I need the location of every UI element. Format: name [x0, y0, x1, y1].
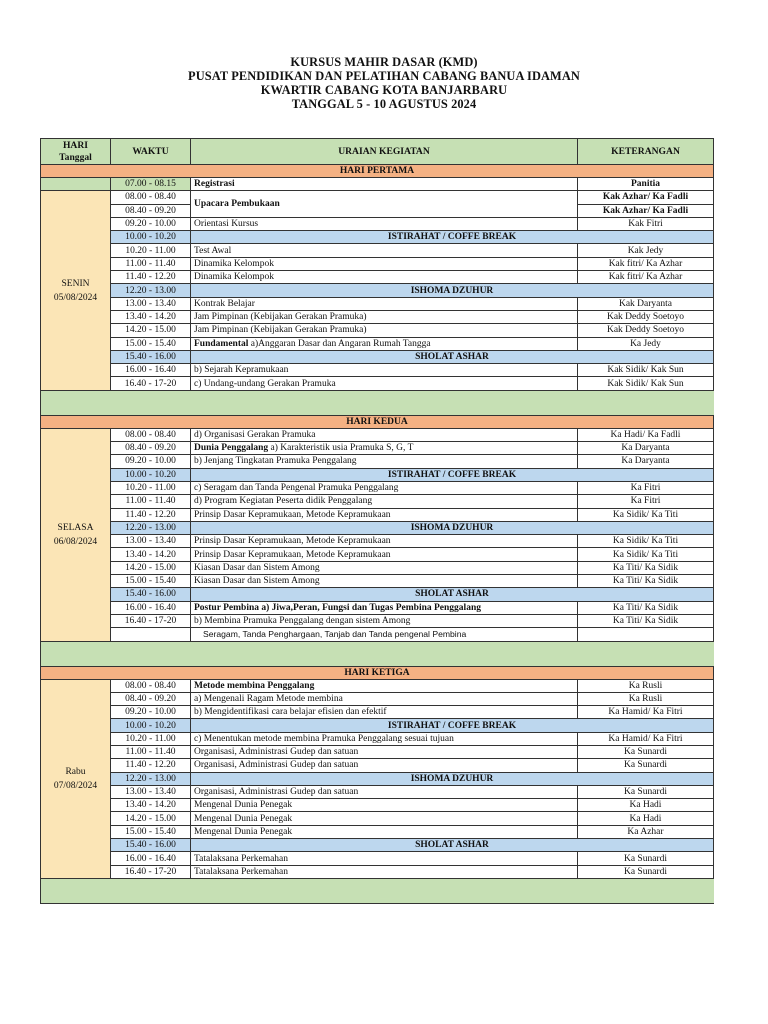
gap-row — [41, 641, 714, 666]
table-row: 09.20 - 10.00 Orientasi Kursus Kak Fitri — [41, 217, 714, 230]
document-titles — [0, 55, 768, 111]
day-title-row: HARI KEDUA — [41, 415, 714, 428]
break-row: 12.20 - 13.00 ISHOMA DZUHUR — [41, 521, 714, 534]
title-line-3: KWARTIR CABANG KOTA BANJARBARU — [260, 83, 508, 97]
table-row: 11.00 - 11.40 Dinamika Kelompok Kak fitri/ Ka Azhar — [41, 257, 714, 270]
table-row: 16.00 - 16.40 Tatalaksana Perkemahan Ka Sunardi — [41, 852, 714, 865]
table-row: 10.20 - 11.00 Test Awal Kak Jedy — [41, 244, 714, 257]
title-line-4: TANGGAL 5 - 10 AGUSTUS 2024 — [291, 97, 477, 111]
table-row: 11.40 - 12.20 Dinamika Kelompok Kak fitri/ Ka Azhar — [41, 271, 714, 284]
schedule-table — [40, 138, 714, 904]
table-row: 10.20 - 11.00 c) Seragam dan Tanda Pengenal Pramuka Penggalang Ka Fitri — [41, 481, 714, 494]
table-row: 13.00 - 13.40 Prinsip Dasar Kepramukaan, Metode Kepramukaan Ka Sidik/ Ka Titi — [41, 535, 714, 548]
day-cell: Rabu 07/08/2024 — [41, 679, 111, 878]
table-row: 13.40 - 14.20 Prinsip Dasar Kepramukaan, Metode Kepramukaan Ka Sidik/ Ka Titi — [41, 548, 714, 561]
day-cell: SELASA 06/08/2024 — [41, 428, 111, 641]
title-line-2: PUSAT PENDIDIKAN DAN PELATIHAN CABANG BANUA IDAMAN — [188, 69, 580, 83]
break-row: 10.00 - 10.20 ISTIRAHAT / COFFE BREAK — [41, 719, 714, 732]
table-row: 13.40 - 14.20 Mengenal Dunia Penegak Ka Hadi — [41, 799, 714, 812]
table-row: 11.00 - 11.40 Organisasi, Administrasi Gudep dan satuan Ka Sunardi — [41, 745, 714, 758]
header-keterangan: KETERANGAN — [578, 139, 714, 165]
break-row: 10.00 - 10.20 ISTIRAHAT / COFFE BREAK — [41, 468, 714, 481]
break-row: 15.40 - 16.00 SHOLAT ASHAR — [41, 839, 714, 852]
table-row: 08.40 - 09.20 Dunia Penggalang a) Karakteristik usia Pramuka S, G, T Ka Daryanta — [41, 442, 714, 455]
table-row: 10.20 - 11.00 c) Menentukan metode membina Pramuka Penggalang sesuai tujuan Ka Hamid/ Ka Fitri — [41, 732, 714, 745]
table-row: Rabu 07/08/2024 08.00 - 08.40 Metode membina Penggalang Ka Rusli — [41, 679, 714, 692]
table-row: 16.40 - 17-20 c) Undang-undang Gerakan Pramuka Kak Sidik/ Kak Sun — [41, 377, 714, 390]
header-hari: HARI Tanggal — [41, 139, 111, 165]
table-row: 15.00 - 15.40 Mengenal Dunia Penegak Ka Azhar — [41, 825, 714, 838]
table-row: 14.20 - 15.00 Kiasan Dasar dan Sistem Among Ka Titi/ Ka Sidik — [41, 561, 714, 574]
table-row: Seragam, Tanda Penghargaan, Tanjab dan Tanda pengenal Pembina — [41, 628, 714, 641]
table-row: 07.00 - 08.15 Registrasi Panitia — [41, 178, 714, 191]
table-row: SELASA 06/08/2024 08.00 - 08.40 d) Organisasi Gerakan Pramuka Ka Hadi/ Ka Fadli — [41, 428, 714, 441]
header-waktu: WAKTU — [111, 139, 191, 165]
table-row: 08.40 - 09.20 Kak Azhar/ Ka Fadli — [41, 204, 714, 217]
break-row: 15.40 - 16.00 SHOLAT ASHAR — [41, 588, 714, 601]
table-row: 13.40 - 14.20 Jam Pimpinan (Kebijakan Gerakan Pramuka) Kak Deddy Soetoyo — [41, 310, 714, 323]
table-row: 13.00 - 13.40 Organisasi, Administrasi Gudep dan satuan Ka Sunardi — [41, 785, 714, 798]
table-row: 08.40 - 09.20 a) Mengenali Ragam Metode membina Ka Rusli — [41, 692, 714, 705]
table-header-row — [41, 139, 714, 165]
table-row: 16.40 - 17-20 Tatalaksana Perkemahan Ka Sunardi — [41, 865, 714, 878]
table-row: 14.20 - 15.00 Jam Pimpinan (Kebijakan Gerakan Pramuka) Kak Deddy Soetoyo — [41, 324, 714, 337]
table-row: 16.40 - 17-20 b) Membina Pramuka Penggalang dengan sistem Among Ka Titi/ Ka Sidik — [41, 614, 714, 627]
table-row: 09.20 - 10.00 b) Mengidentifikasi cara belajar efisien dan efektif Ka Hamid/ Ka Fitri — [41, 706, 714, 719]
table-row: 16.00 - 16.40 Postur Pembina a) Jiwa,Peran, Fungsi dan Tugas Pembina Penggalang Ka Titi/ Ka Sidik — [41, 601, 714, 614]
table-row: 11.40 - 12.20 Prinsip Dasar Kepramukaan, Metode Kepramukaan Ka Sidik/ Ka Titi — [41, 508, 714, 521]
gap-row — [41, 390, 714, 415]
table-row: 15.00 - 15.40 Kiasan Dasar dan Sistem Among Ka Titi/ Ka Sidik — [41, 575, 714, 588]
table-row: 15.00 - 15.40 Fundamental a)Anggaran Dasar dan Angaran Rumah Tangga Ka Jedy — [41, 337, 714, 350]
table-row: 11.00 - 11.40 d) Program Kegiatan Peserta didik Penggalang Ka Fitri — [41, 495, 714, 508]
day-cell: SENIN 05/08/2024 — [41, 191, 111, 390]
table-row: SENIN 05/08/2024 08.00 - 08.40 Upacara Pembukaan Kak Azhar/ Ka Fadli — [41, 191, 714, 204]
table-row: 13.00 - 13.40 Kontrak Belajar Kak Daryanta — [41, 297, 714, 310]
day-title-row: HARI PERTAMA — [41, 165, 714, 178]
break-row: 15.40 - 16.00 SHOLAT ASHAR — [41, 350, 714, 363]
table-row: 11.40 - 12.20 Organisasi, Administrasi Gudep dan satuan Ka Sunardi — [41, 759, 714, 772]
table-row: 09.20 - 10.00 b) Jenjang Tingkatan Pramuka Penggalang Ka Daryanta — [41, 455, 714, 468]
break-row: 12.20 - 13.00 ISHOMA DZUHUR — [41, 772, 714, 785]
table-row: 16.00 - 16.40 b) Sejarah Kepramukaan Kak Sidik/ Kak Sun — [41, 364, 714, 377]
break-row: 12.20 - 13.00 ISHOMA DZUHUR — [41, 284, 714, 297]
header-uraian: URAIAN KEGIATAN — [191, 139, 578, 165]
title-line-1: KURSUS MAHIR DASAR (KMD) — [290, 55, 478, 69]
table-row: 14.20 - 15.00 Mengenal Dunia Penegak Ka Hadi — [41, 812, 714, 825]
day-title-row: HARI KETIGA — [41, 666, 714, 679]
break-row: 10.00 - 10.20 ISTIRAHAT / COFFE BREAK — [41, 231, 714, 244]
gap-row — [41, 878, 714, 903]
